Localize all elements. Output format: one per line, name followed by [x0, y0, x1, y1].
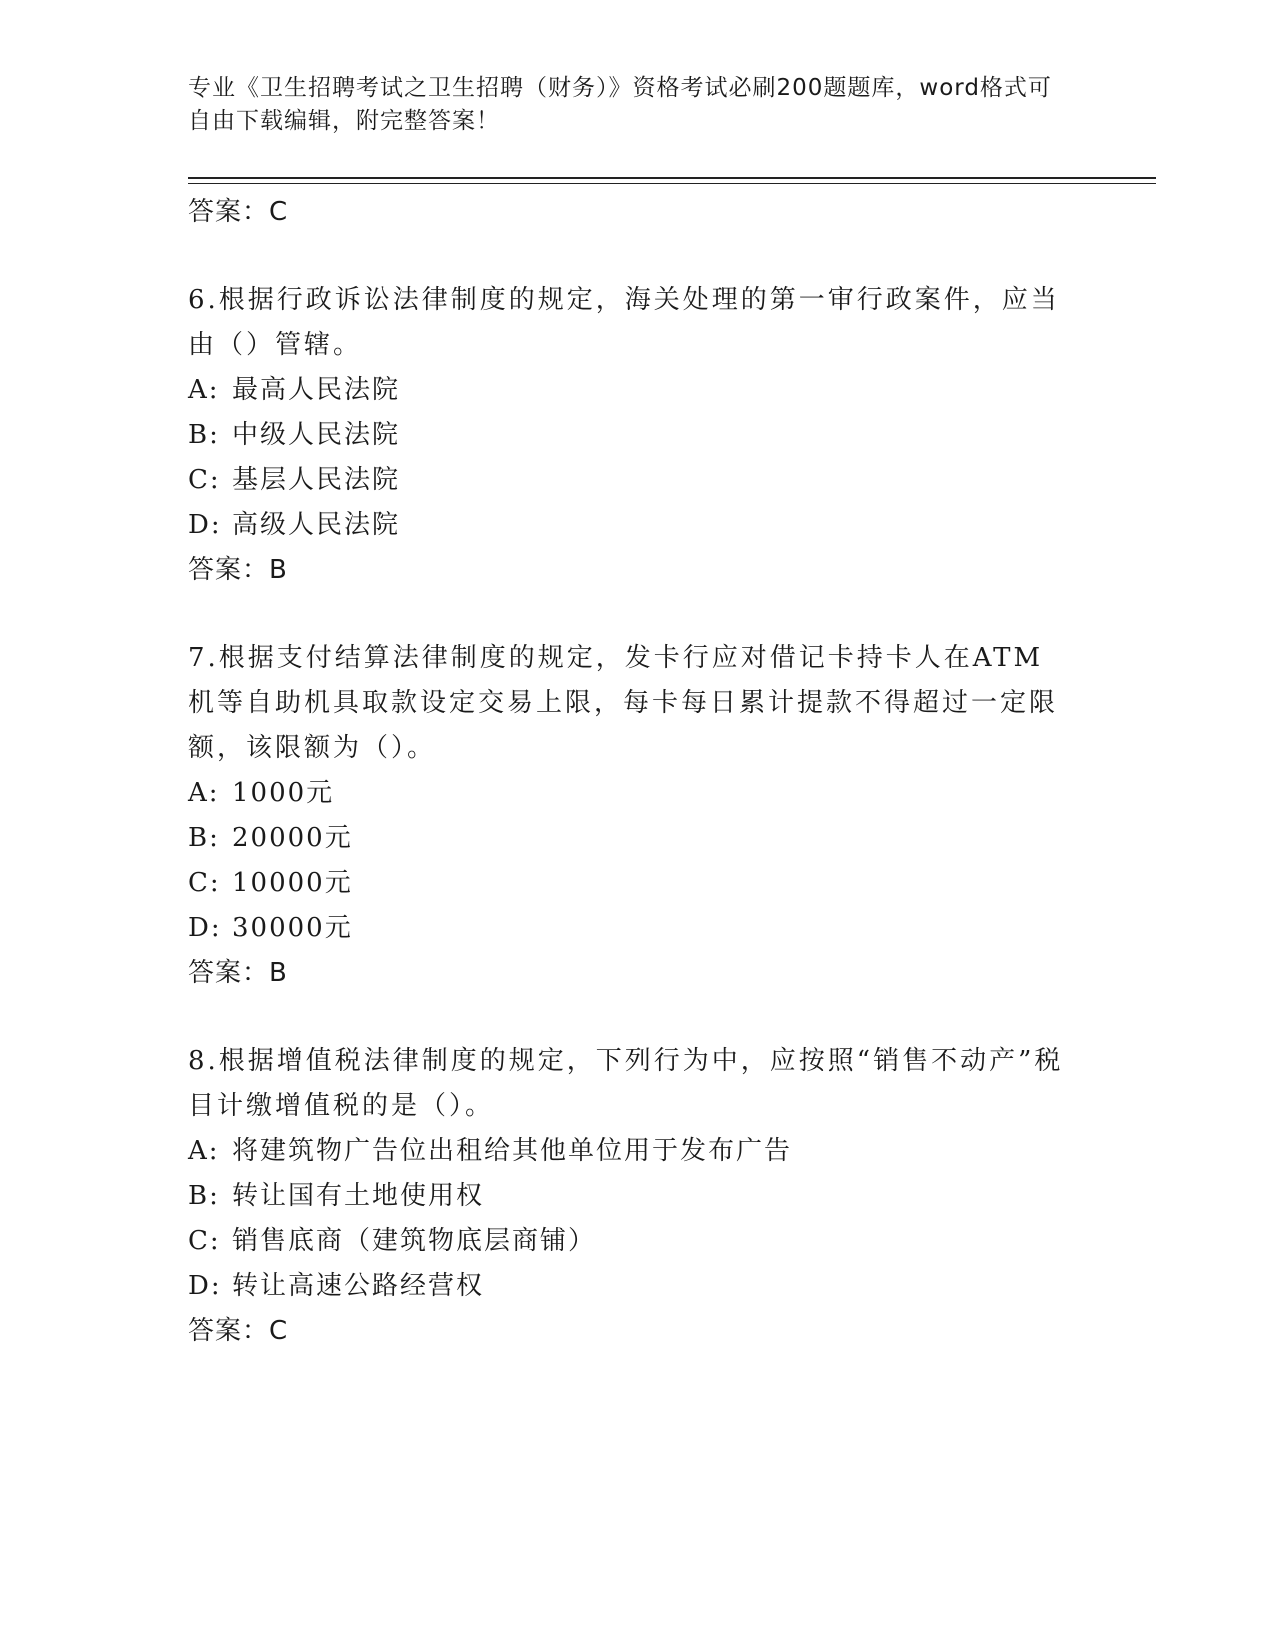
option-text: 基层人民法院 — [232, 465, 401, 495]
option-text: 最高人民法院 — [232, 375, 401, 405]
answer-line: 答案：C — [188, 1316, 289, 1346]
option-list — [188, 368, 1068, 548]
option-list — [188, 1129, 1068, 1309]
page-header — [188, 72, 1068, 138]
question-block — [188, 636, 1068, 995]
option-key: D: — [188, 913, 222, 943]
header-title: 专业《卫生招聘考试之卫生招聘（财务）》资格考试必刷200题题库，word格式可自由下载编辑，附完整答案！ — [188, 75, 1052, 134]
option-b — [188, 413, 1068, 458]
answer-line: 答案：B — [188, 555, 288, 585]
option-a — [188, 368, 1068, 413]
question-text: 8.根据增值税法律制度的规定，下列行为中，应按照“销售不动产”税目计缴增值税的是（）。 — [188, 1046, 1064, 1121]
answer-line: 答案：B — [188, 958, 288, 988]
option-text: 20000元 — [232, 823, 353, 853]
header-divider-thick — [188, 177, 1156, 179]
option-key: D: — [188, 1271, 222, 1301]
option-key: A: — [188, 375, 220, 405]
option-c — [188, 861, 1068, 906]
option-text: 10000元 — [232, 868, 353, 898]
answer-line: 答案：C — [188, 197, 289, 227]
option-d — [188, 503, 1068, 548]
option-text: 30000元 — [232, 913, 353, 943]
option-text: 销售底商（建筑物底层商铺） — [232, 1226, 597, 1256]
option-a — [188, 1129, 1068, 1174]
option-key: C: — [188, 465, 221, 495]
document-body — [188, 190, 1068, 1353]
option-d — [188, 906, 1068, 951]
option-key: D: — [188, 510, 222, 540]
option-text: 转让高速公路经营权 — [232, 1271, 485, 1301]
option-b — [188, 816, 1068, 861]
question-text: 6.根据行政诉讼法律制度的规定，海关处理的第一审行政案件，应当由（）管辖。 — [188, 285, 1060, 360]
option-a — [188, 771, 1068, 816]
option-d — [188, 1264, 1068, 1309]
option-key: A: — [188, 778, 220, 808]
option-key: C: — [188, 1226, 221, 1256]
option-c — [188, 1219, 1068, 1264]
option-text: 高级人民法院 — [232, 510, 401, 540]
header-divider-thin — [188, 183, 1156, 184]
option-text: 将建筑物广告位出租给其他单位用于发布广告 — [232, 1136, 793, 1166]
option-key: C: — [188, 868, 221, 898]
option-list — [188, 771, 1068, 951]
option-key: B: — [188, 823, 220, 853]
option-text: 转让国有土地使用权 — [232, 1181, 485, 1211]
question-text: 7.根据支付结算法律制度的规定，发卡行应对借记卡持卡人在ATM机等自助机具取款设定交易上限，每卡每日累计提款不得超过一定限额，该限额为（）。 — [188, 643, 1059, 763]
option-key: A: — [188, 1136, 220, 1166]
option-key: B: — [188, 1181, 220, 1211]
question-block — [188, 1039, 1068, 1353]
option-c — [188, 458, 1068, 503]
option-text: 中级人民法院 — [232, 420, 401, 450]
option-key: B: — [188, 420, 220, 450]
question-block — [188, 278, 1068, 592]
option-b — [188, 1174, 1068, 1219]
option-text: 1000元 — [232, 778, 335, 808]
